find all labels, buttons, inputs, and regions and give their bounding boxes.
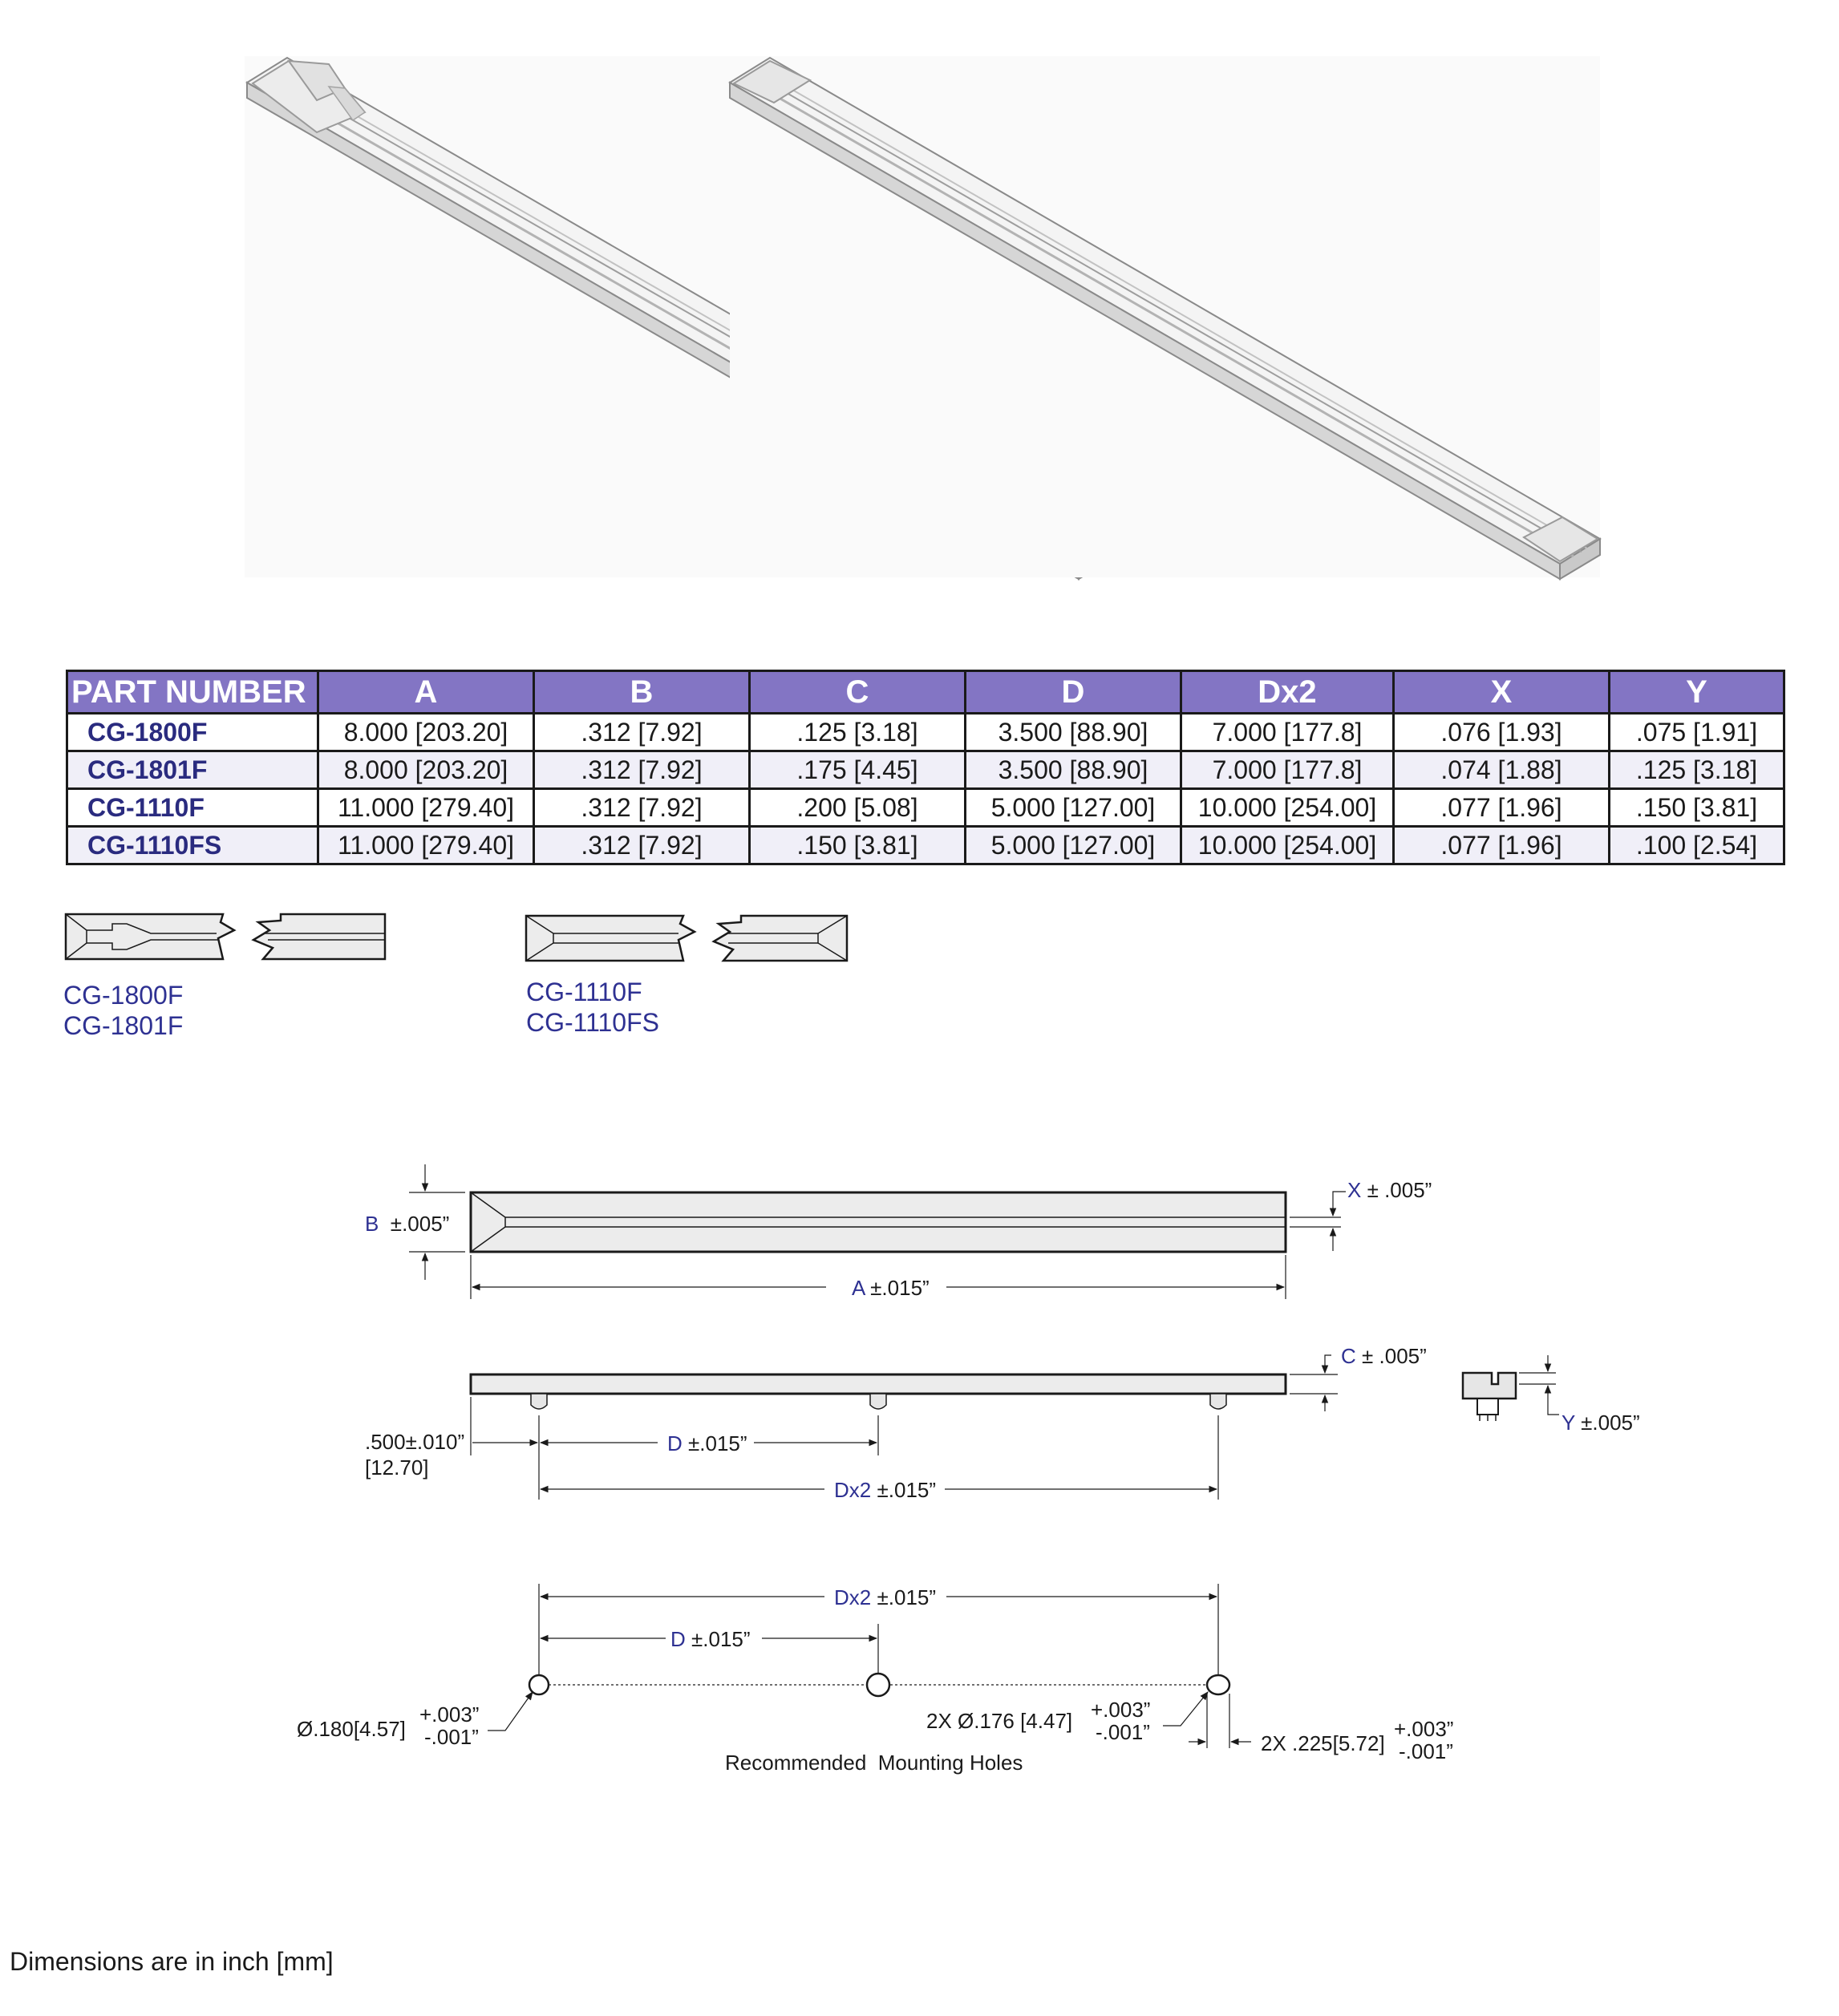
dim-slot-tol [1394,1718,1453,1763]
dim-dx2-side [834,1479,936,1501]
dim-a [852,1277,930,1299]
profile-label-right [526,977,659,1038]
dim-dx2-tol: ±.015” [877,1478,937,1502]
dim-x-var: X [1347,1178,1362,1202]
column-header-part-number: PART NUMBER [67,671,318,714]
dim-hole1: Ø.180[4.57] [297,1717,406,1741]
table-cell: .150 [3.81] [750,827,966,864]
table-cell: .175 [4.45] [750,751,966,789]
dim-hole2: 2X Ø.176 [4.47] [926,1709,1073,1733]
dim-x [1347,1179,1432,1201]
column-header-dx2: Dx2 [1181,671,1394,714]
dim-hole1-minus: -.001” [424,1725,479,1749]
table-cell: .125 [3.18] [1610,751,1784,789]
dim-hole2-minus: -.001” [1096,1720,1150,1744]
profile-label-cg1801f: CG-1801F [63,1011,184,1040]
dim-dx2-holes [834,1586,936,1609]
profile-label-cg1110fs: CG-1110FS [526,1008,659,1037]
dim-c-tol: ± .005” [1362,1344,1427,1368]
table-cell: 7.000 [177.8] [1181,751,1394,789]
part-spec-table [66,670,1785,865]
table-cell: 7.000 [177.8] [1181,714,1394,751]
part-number-cell: CG-1110F [67,789,318,827]
table-cell: 8.000 [203.20] [318,714,534,751]
dim-d-var: D [667,1431,683,1455]
mounting-hole-1 [529,1675,549,1694]
table-row [67,714,1784,751]
dim-hole1-plus: +.003” [419,1702,480,1727]
dim-y [1562,1411,1640,1434]
profile-thumbnail-cg1800f [66,914,385,959]
dim-a-tol: ±.015” [870,1276,930,1300]
profile-thumbnail-cg1110f [526,916,847,961]
dim-hole2-tol [1091,1698,1150,1743]
dim-d-holes [670,1628,751,1650]
table-header-row [67,671,1784,714]
dim-c [1341,1345,1427,1367]
column-header-d: D [966,671,1181,714]
dim-b [365,1212,449,1235]
table-cell: 3.500 [88.90] [966,714,1181,751]
table-cell: 11.000 [279.40] [318,827,534,864]
mounting-hole-2 [867,1674,889,1696]
table-cell: .076 [1.93] [1394,714,1610,751]
dim-hole1-tol [419,1703,479,1748]
table-cell: .312 [7.92] [534,789,750,827]
table-cell: 5.000 [127.00] [966,827,1181,864]
dim-offset [365,1431,464,1479]
table-row [67,751,1784,789]
column-header-y: Y [1610,671,1784,714]
dim-dx2-holes-tol: ±.015” [877,1585,937,1609]
table-cell: .312 [7.92] [534,827,750,864]
dim-b-tol: ±.005” [390,1212,450,1236]
end-profile-view [1463,1355,1559,1421]
dim-c-var: C [1341,1344,1356,1368]
dim-a-var: A [852,1276,865,1300]
table-cell: 10.000 [254.00] [1181,827,1394,864]
table-cell: 10.000 [254.00] [1181,789,1394,827]
dim-d-tol: ±.015” [688,1431,747,1455]
dim-offset-mm: [12.70] [365,1455,429,1480]
dim-offset-in: .500±.010” [365,1430,465,1454]
mounting-slot [1207,1675,1229,1694]
table-cell: 5.000 [127.00] [966,789,1181,827]
profile-label-cg1800f: CG-1800F [63,981,184,1010]
table-cell: 8.000 [203.20] [318,751,534,789]
column-header-c: C [750,671,966,714]
table-cell: .077 [1.96] [1394,789,1610,827]
dim-y-var: Y [1562,1411,1575,1435]
column-header-a: A [318,671,534,714]
part-number-cell: CG-1800F [67,714,318,751]
dim-hole2-plus: +.003” [1091,1698,1151,1722]
dim-b-var: B [365,1212,379,1236]
dim-y-tol: ±.005” [1581,1411,1640,1435]
table-cell: .075 [1.91] [1610,714,1784,751]
dim-d-holes-var: D [670,1627,686,1651]
rail-render-right [730,56,1600,579]
dim-slot: 2X .225[5.72] [1261,1731,1385,1755]
table-cell: 11.000 [279.40] [318,789,534,827]
dim-dx2-holes-var: Dx2 [834,1585,872,1609]
dim-d-side [667,1432,747,1455]
table-row [67,789,1784,827]
dim-x-tol: ± .005” [1367,1178,1432,1202]
table-cell: .312 [7.92] [534,751,750,789]
part-number-cell: CG-1801F [67,751,318,789]
profile-label-left [63,980,183,1041]
column-header-x: X [1394,671,1610,714]
table-cell: .150 [3.81] [1610,789,1784,827]
profile-label-cg1110f: CG-1110F [526,978,642,1006]
table-cell: .125 [3.18] [750,714,966,751]
dim-slot-plus: +.003” [1394,1717,1454,1741]
dim-d-holes-tol: ±.015” [691,1627,751,1651]
table-cell: 3.500 [88.90] [966,751,1181,789]
table-row [67,827,1784,864]
table-cell: .077 [1.96] [1394,827,1610,864]
column-header-b: B [534,671,750,714]
table-cell: .100 [2.54] [1610,827,1784,864]
recommended-mounting-holes-caption: Recommended Mounting Holes [725,1751,1023,1775]
dim-slot-minus: -.001” [1399,1739,1453,1763]
table-cell: .074 [1.88] [1394,751,1610,789]
units-note: Dimensions are in inch [mm] [10,1947,334,1976]
table-cell: .312 [7.92] [534,714,750,751]
part-number-cell: CG-1110FS [67,827,318,864]
dim-dx2-var: Dx2 [834,1478,872,1502]
table-cell: .200 [5.08] [750,789,966,827]
